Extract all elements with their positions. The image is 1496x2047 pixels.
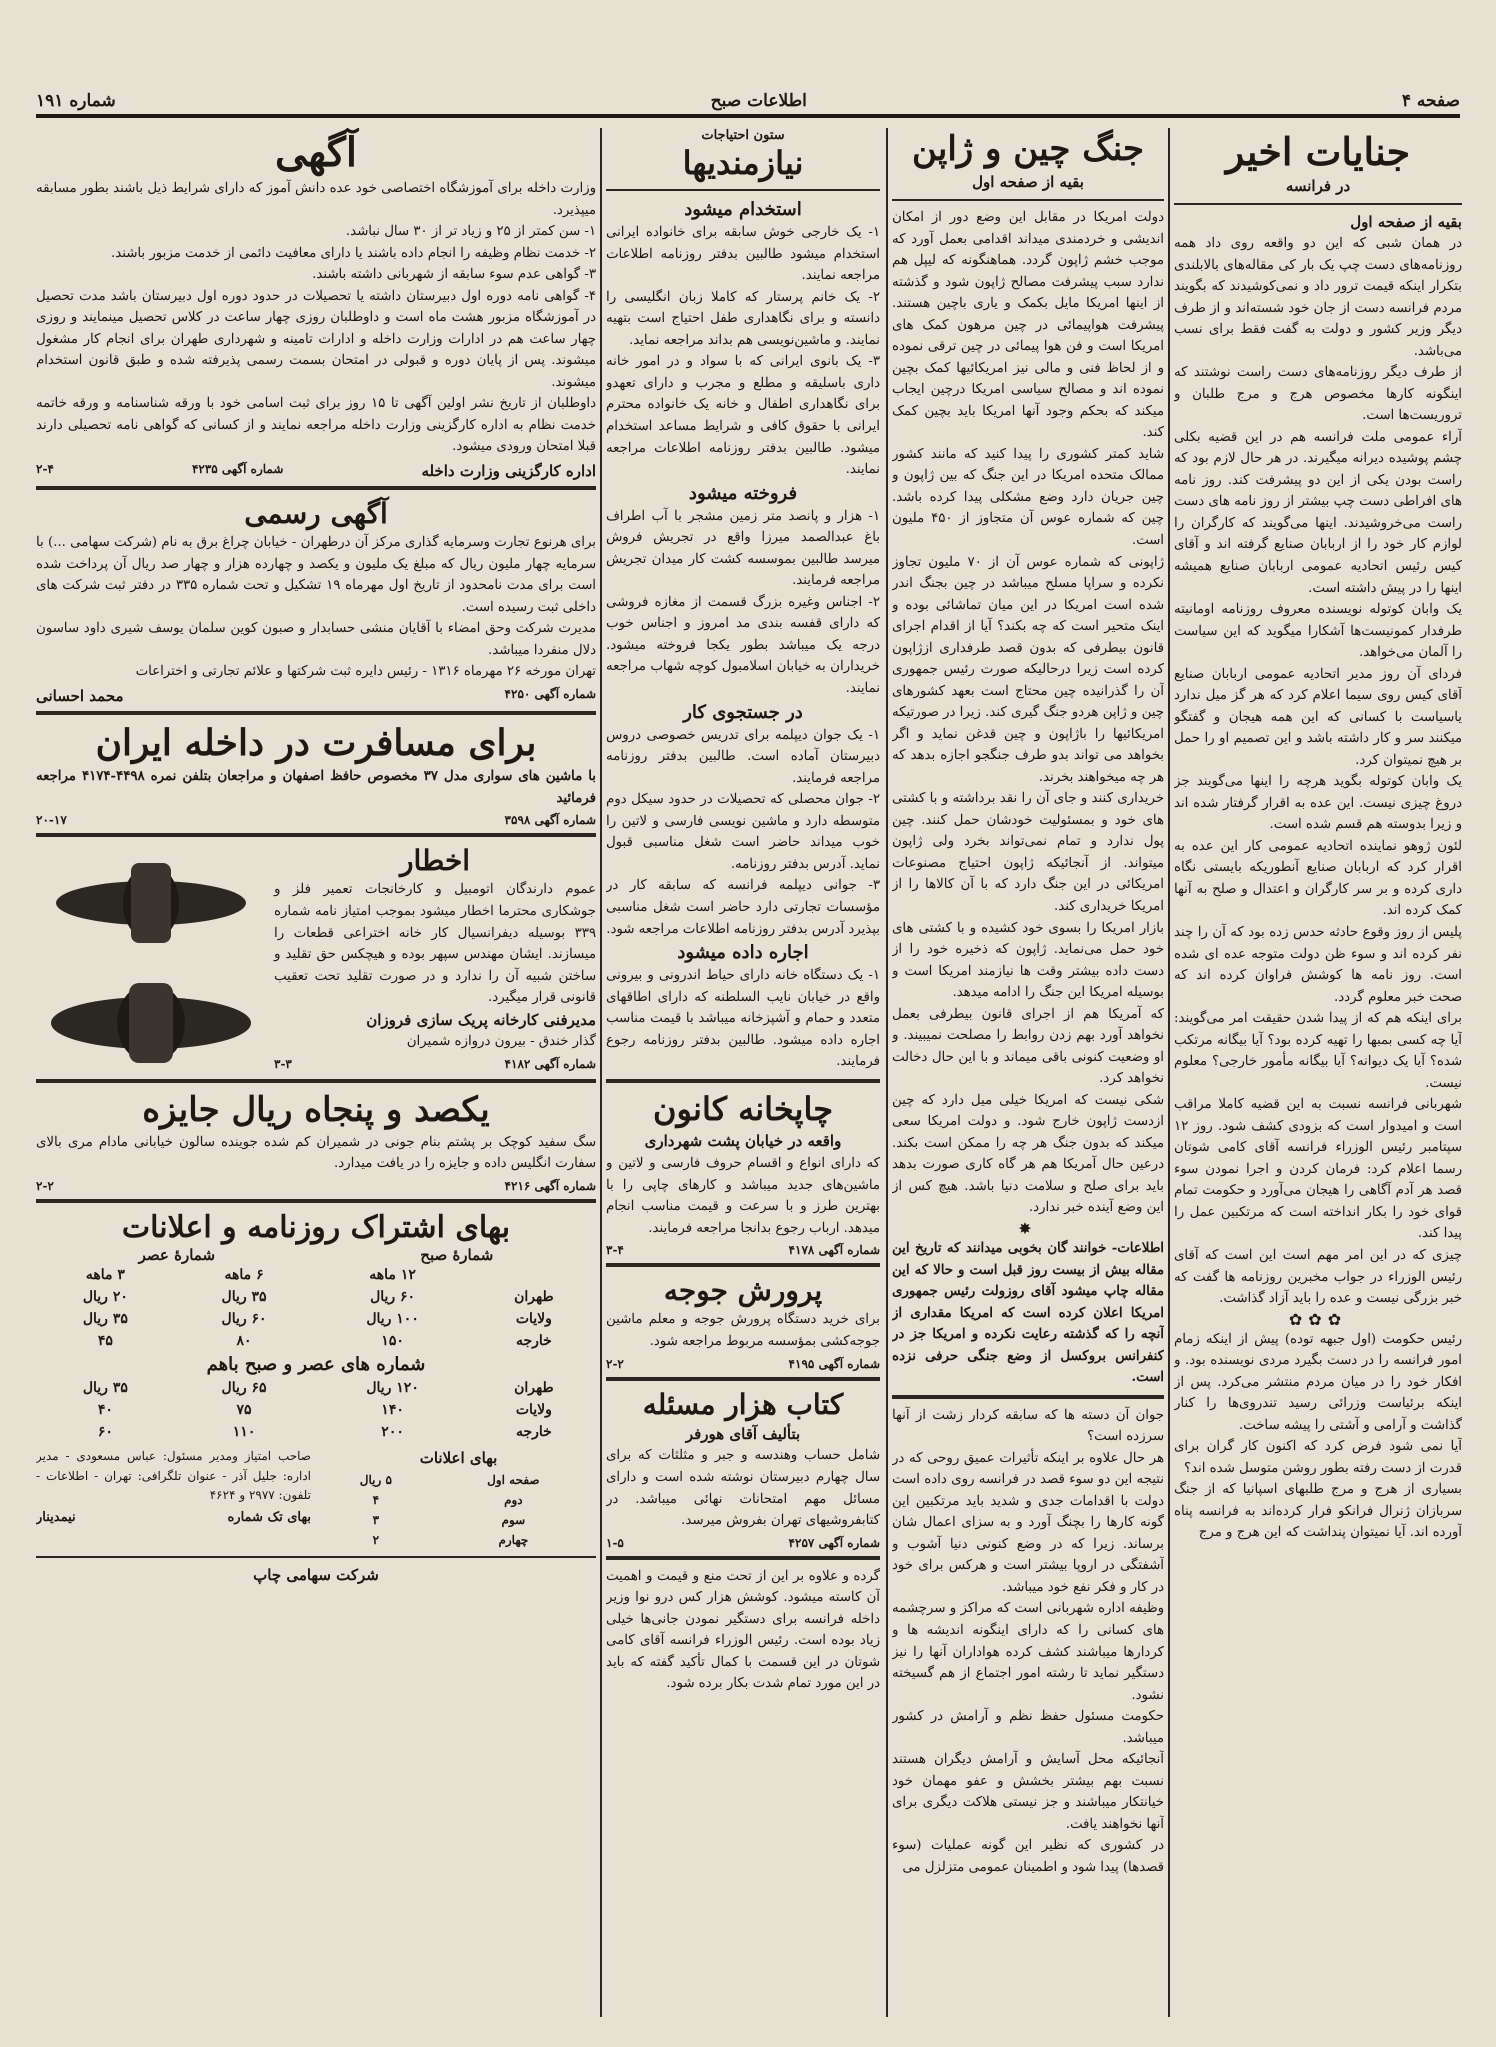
headline-china-japan: جنگ چین و ژاپن [911,129,1144,169]
editor-note: اطلاعات- خوانند گان بخوبی میدانند که تاریخ این مقاله بیش از بیست روز قبل است و حالا که این مقاله چاپ میشود آقای روزولت رئیس جمهوری امریکا اعلان کرده است که امریکا مقداری از آنچه را که گذشته رعایت نکرده و امریکا جز در کنفرانس بروکسل از وضع جنگی حرفی نزده است. [892,1240,1164,1386]
divider [606,1377,880,1381]
ad-chicks [606,1273,880,1370]
ad-footer [606,1243,880,1257]
rates-cell: ۳۵ ریال [82,1380,128,1397]
category-heading: در جستجوی کار [683,701,803,723]
ad-travel [36,721,596,827]
article-paragraph: آراء عمومی ملت فرانسه هم در این قضیه بکلی چشم پوشیده دیرانه میگیرند. در هر حال لازم بود که راست بودن یکی از این دو پیشرفت کند. روز نامه های افراطی دست چپ بیشتر از روز نامه های دست راست می‌خروشیدند. اینها می‌گویند که کارگران را لوازم کار خود را از اربابان صنایع گرفته اند و آقای کیس رئیس اتحادیه عمومی اربابان صنایع همیشه اینها را در پیش داشته است. [1174,429,1462,596]
rates-subheads [36,1246,596,1264]
column-china-japan [892,128,1164,2017]
ads-rates-table [321,1470,596,1550]
classified-ad: ۳- جوانی دیپلمه فرانسه که سابقه کار در مؤسسات تجارتی دارد حاضر است شغل مناسبی بپذیرد آدرس بدفتر روزنامه اطلاعات مراجعه شود. [606,878,880,937]
rates-table [36,1264,596,1352]
ad-number: شماره آگهی ۴۲۵۰ [504,687,596,702]
single-price [36,1510,311,1525]
ad-signature: محمد احسانی [36,687,124,706]
category-heading: استخدام میشود [684,199,802,220]
continued-label: بقیه از صفحه اول [1350,212,1462,231]
rates-cell: ۷۵ [236,1402,252,1419]
classified-ad: ۱- هزار و پانصد متر زمین مشجر با آب اطراف باغ عبدالصمد میرزا واقع در تجریش فروش میرسد طالبین بموسسه کشت کار میدان تجریش مراجعه فرمایند. [606,508,880,589]
rates-headline: بهای اشتراک روزنامه و اعلانات [121,1209,511,1245]
ad-condition: ۲- خدمت نظام وظیفه را انجام داده باشند یا دارای معافیت دائمی از خدمت مزبور باشند. [110,245,596,261]
divider [606,1263,880,1267]
rates-cell: ۶۰ ریال [370,1289,416,1306]
ad-warning-text [274,843,596,1073]
ad-number: شماره آگهی ۴۱۹۵ [788,1356,880,1371]
ads-rate-page: صفحه اول [487,1472,540,1487]
ad-condition: ۴- گواهی نامه دوره اول دبیرستان داشته یا تحصیلات در حدود دوره اول دبیرستان باشد مدت تحصیل در آموزشگاه مزبور هشت ماه است و داوطلبان روزی چهار ساعت در کلاس تحصیل مینمایند و روزی چهار ساعت هم در ادارات وزارت داخله و ادارات تامینه و شهرداری طهران برای انجام کار مشغول میشوند. پس از پایان دوره و قبولی در امتحان بسمت رسمی پذیرفته شده و طبق قانون استخدام میشوند. [36,288,596,390]
ads-rates-head: بهای اعلانات [419,1449,498,1468]
ad-code: ۳-۴ [606,1243,624,1258]
article-paragraph: یک وابان کوتوله بگوید هرچه را اینها می‌گویند جز دروغ چیزی نیست. این عده به اقرار گرفتار شده اند و زیرا بدوسته هم قسم شده است. [1174,774,1462,833]
ad-headline: آگهی رسمی [244,496,388,530]
column-rule [600,128,602,2017]
article-paragraph: لئون ژوهو نماینده اتحادیه عمومی کار این عده به اقرار کرد که اربابان صنایع آنطوریکه بایستی نگاه داری کرده و بر سر کارگران و اعتدال و صلح به آنها کمک کرده اند. [1174,838,1462,919]
ads-rate-row [321,1510,596,1530]
classified-ad: ۱- یک دستگاه خانه دارای حیاط اندرونی و بیرونی واقع در خیابان نایب السلطنه که دارای اطاقهای متعدد و حمام و آشپزخانه میباشد با قیمت مناسب اجاره داده میشود. طالبین بدفتر روزنامه رجوع فرمایند. [606,968,880,1070]
rates-cell: ۸۰ [236,1333,252,1350]
category-heading: فروخته میشود [688,482,798,504]
rates-cell: ۴۵ [97,1333,113,1350]
ad-footer [36,813,596,827]
article-paragraph: بازار امریکا را بسوی خود کشیده و با کشتی های خود حمل می‌نماید. ژاپون که ذخیره خود را از دست داده بیشتر وقت ها نیازمند امریکا است و بوسیله امریکا این جنگ را ادامه میدهد. [892,920,1164,1001]
rates-bottom [36,1447,596,1550]
ads-rate-price: ۵ ریال [359,1472,392,1487]
ad-headline: برای مسافرت در داخله ایران [95,722,537,765]
rates-cell: ۳۵ ریال [221,1289,267,1306]
divider [36,486,596,490]
rates-table-both [36,1377,596,1443]
rates-row-label: خارجه [515,1333,552,1350]
ad-condition: داوطلبان از تاریخ نشر اولین آگهی تا ۱۵ روز برای ثبت اسامی خود با ورقه شناسنامه و ورقه خاتمه خدمت نظام به اداره کارگزینی وزارت داخله مراجعه نمایند و از کسانی که گواهی نامه تحصیلی دارند قبلا امتحان ورودی میشود. [36,396,596,455]
rates-col-header: ۶ ماهه [224,1267,264,1284]
article-paragraph: چیزی که در این امر مهم است این است که آقای رئیس الوزراء در جواب مخبرین روزنامه ها گفت که خبر بزرگی نیست و عده را باید آزاد گذاشت. [1174,1247,1462,1307]
issue-number: شماره ۱۹۱ [36,91,116,111]
article-paragraph: رئیس حکومت (اول جبهه توده) پیش از اینکه زمام امور فرانسه را در دست بگیرد مردی نویسنده بود. و افکار خود را در میان مردم منتشر می‌کرد. پس از اینکه برئیاست وزرائی رسید تندروی‌ها را کنار گذاشت و آرامی و آشتی را پیشه ساخت. [1174,1331,1462,1433]
rates-cell: ۶۰ [97,1424,113,1441]
ad-body: تهران مورخه ۲۶ مهرماه ۱۳۱۶ - رئیس دایره ثبت شرکتها و علائم تجارتی و اختراعات [135,664,596,680]
ads-rates [321,1447,596,1550]
rates-cell: ۶۵ ریال [221,1380,267,1397]
ad-number: شماره آگهی ۳۵۹۸ [504,813,596,828]
article-paragraph: دولت امریکا در مقابل این وضع دور از امکان اندیشی و خردمندی میداند اقدامی بعمل آورد که موجب خشم ژاپون گردد. هماهنگونه که لیپل هم ندارد سبب پیشرفت مصالح ژاپون شود و گذشته از اینها امریکا مایل بکمک و یاری باچین هستند. پیشرفت هواپیمائی در چین مرهون کمک های امریکا است و فن هوا پیمائی در چین ترقی نموده و از لحاظ فنی و مالی نیز امریکائیها کمک بچین نموده اند و مصالح سیاسی امریکا درچین ایجاب میکند که بحکم وجود آنها امریکا باید بچین کمک کند. [892,210,1164,441]
ad-number: شماره آگهی ۴۲۱۶ [504,1178,596,1193]
ad-code: ۲-۲ [36,1178,54,1193]
ad-book [606,1387,880,1550]
headline-classifieds: نیازمندیها [682,144,804,182]
staff-info: صاحب امتیاز ومدیر مسئول: عباس مسعودی - مدیر اداره: جلیل آذر - عنوان تلگرافی: تهران - اطلاعات - تلفون: ۲۹۷۷ و ۴۶۲۴ [36,1449,311,1503]
ad-headline: کتاب هزار مسئله [642,1387,844,1421]
ad-code: ۲-۴ [36,461,54,476]
rates-row [36,1399,596,1421]
ads-rate-price: ۳ [372,1512,380,1527]
rates-row [36,1377,596,1399]
rates-header-row [36,1264,596,1286]
divider [606,1079,880,1083]
staff-block [36,1447,311,1550]
ad-body: سگ سفید کوچک بر پشتم بنام جونی در شمیران کم شده جوینده سالون خیابانی مادام مری بالای سفارت انگلیس داده و جایزه را در یافت میدارد. [36,1134,596,1172]
ad-footer [36,462,596,480]
rates-row-label: ولایات [515,1402,552,1419]
classified-ad: ۳- یک بانوی ایرانی که با سواد و در امور خانه داری باسلیقه و مطلع و مجرب و دارای تعهدو برای نگاهداری اطفال و خانه یک خانواده محترم ایرانی با حقوق کافی و شرایط مساعد استخدام میشود. طالبین بدفتر روزنامه اطلاعات مراجعه نمایند. [606,354,880,478]
ad-headline: یکصد و پنجاه ریال جایزه [142,1090,490,1131]
evening-edition-label: شمارهٔ عصر [138,1246,216,1265]
ad-headline: چاپخانه کانون [653,1089,833,1128]
rates-cell: ۱۱۰ [232,1424,256,1441]
article-paragraph: فردای آن روز مدیر اتحادیه عمومی اربابان صنایع آقای کیس روی سیما اعلام کرد که هر گز میل ندارد یاسیاست با کسانی که این همه هیجان و گفتگو میکنند سر و کار داشته باشد و این تصمیم او را حمل بر هیچ نمیتوان کرد. [1174,666,1462,768]
single-price-label: بهای تک شماره [227,1509,311,1525]
ad-address: گذار خندق - بیرون دروازه شمیران [406,1034,596,1050]
article-paragraph: پلیس از روز وقوع حادثه حدس زده بود که آن را چند نفر کرده اند و سوء ظن دولت متوجه عده ای شده است. روز نامه ها کوشش فراوان کرده اند که صحت خبر معلوم گردد. [1174,925,1462,1005]
rates-row [36,1286,596,1308]
ads-rate-page: سوم [501,1512,526,1527]
paper-title: اطلاعات صبح [710,91,807,111]
page-number: صفحه ۴ [1401,91,1460,111]
rates-cell: ۱۲۰ ریال [366,1380,419,1397]
rates-cell: ۱۴۰ [381,1402,404,1419]
rates-row [36,1308,596,1330]
article-paragraph: آیا نمی شود فرض کرد که اکنون کار گران برای قدرت از دست رفته بطور روشن متوسل شده اند؟ [1174,1439,1462,1476]
article-paragraph: حکومت مسئول حفظ نظم و آرامش در کشور میباشد. [892,1709,1164,1746]
divider [36,833,596,837]
column-rule [1168,128,1170,2017]
rates-both-head: شماره های عصر و صبح باهم [206,1354,426,1376]
ad-body: برای هرنوع تجارت وسرمایه گذاری مرکز آن درطهران - خیابان چراغ برق به نام (شرکت سهامی ...) با سرمایه چهار ملیون ریال که مبلغ یک ملیون و یکصد و چهارده هزار و چهار صد ریال آن پرداخت شده است برای مدت نامحدود از تاریخ اول مهرماه ۱۹ تشکیل و تحت شماره ۳۳۵ در دفتر ثبت شرکت های داخلی ثبت رسیده است. [36,535,596,615]
ad-headline: پرورش جوجه [663,1274,823,1308]
divider [36,1556,596,1558]
article-paragraph: شاید کمتر کشوری را پیدا کنید که مانند کشور ممالک متحده امریکا در این جنگ که بین ژاپون و چین جریان دارد وضع مشکلی پیدا کرده باشد. چین که شماره عوس آن متجاوز از ۴۵۰ ملیون است. [892,446,1164,548]
column-crimes [1174,128,1462,2017]
rates-row [36,1330,596,1352]
article-paragraph: جوان آن دسته ها که سابقه کردار زشت از آنها سرزده است؟ [892,1407,1164,1445]
rates-col-header: ۳ ماهه [85,1267,125,1284]
ad-footer [274,1057,596,1071]
rates-row-label: خارجه [515,1424,552,1441]
ad-intro: وزارت داخله برای آموزشگاه اختصاصی خود عده دانش آموز که دارای شرایط ذیل باشند بطور مسابقه میپذیرد. [36,181,596,218]
article-paragraph: در همان شبی که این دو واقعه روی داد همه روزنامه‌های دست چپ یک بار کی مقاله‌های بالابلندی بتکرار اینکه قیمت ترور داد و نمی‌کوشیدند که بگویند مردم فرانسه دست از جان خود شسته‌اند و از طرف دیگر وزیر کشور و دولت به گفت فقط برای نسب می‌باشد. [1174,236,1462,359]
article-paragraph: از طرف دیگر روزنامه‌های دست راست نوشتند که اینگونه کارها مخصوص هرج و مرج طلبان و تروریست‌ها است. [1174,365,1462,424]
ad-official [36,496,596,705]
divider [1174,203,1462,205]
rates-cell: ۲۰ ریال [82,1289,128,1306]
divider [36,711,596,715]
divider [892,199,1164,201]
classified-ad: ۱- یک جوان دیپلمه برای تدریس خصوصی دروس دبیرستان آماده است. طالبین بدفتر روزنامه مراجعه فرمایند. [606,727,880,786]
divider [36,1199,596,1203]
ad-body: مدیرت شرکت وحق امضاء با آقایان منشی حسابدار و صبون کوین سلمان یوسف شیری داود ساسون دلال منفردا میباشد. [36,621,596,658]
divider [892,1395,1164,1399]
morning-edition-label: شمارهٔ صبح [420,1246,494,1265]
ads-rate-row [321,1490,596,1510]
ad-subheadline: واقعه در خیابان پشت شهرداری [644,1132,842,1151]
rates-row-label: طهران [514,1289,554,1306]
single-price-value: نیمدینار [36,1509,76,1525]
article-paragraph: برای اینکه هم که از پیدا شدن حقیقت امر می‌گویند: آیا چه کسی بمبها را تهیه کرده بود؟ آیا بیگانه مرتکب شده؟ آیا یک دیوانه؟ آیا بیگانه مأمور خارجی؟ معلوم نیست. [1174,1011,1462,1091]
article-paragraph: شهربانی فرانسه نسبت به این قضیه کاملا مراقب است و امیدوار است که بزودی کشف شود. روز ۱۲ سپتامبر رئیس الوزراء فرانسه آقای کامی شوتان رسما اعلام کرد: فرمان کردن و اجرا نمودن سوء قصد هر آدم آگاهی را هیجان می‌آورد و حکومت تمام قوای خود را بکار انداخته است که مرتکبین عمل را پیدا کند. [1174,1097,1462,1242]
column-classifieds [606,128,880,2017]
ad-number: شماره آگهی ۴۱۷۸ [788,1243,880,1258]
ad-subheadline: بتألیف آقای هورفر [685,1424,801,1443]
ads-rate-page: دوم [504,1492,523,1507]
classified-ad: ۲- یک خانم پرستار که کاملا زبان انگلیسی را دانسته و برای نگاهداری طفل احتیاج است بتهیه نمایند. و ماشین‌نویسی هم بداند مراجعه نماید. [606,289,880,348]
ad-interior-ministry [36,128,596,480]
subscription-rates [36,1209,596,1587]
ad-signature: اداره کارگزینی وزارت داخله [421,461,596,480]
section-ornament: ✿✿✿ [1288,1309,1348,1329]
ad-number: شماره آگهی ۴۲۳۵ [191,461,284,476]
article-paragraph: بسیاری از هرج و مرج طلبهای اسپانیا که از جنگ سربازان ژنرال فرانکو فرار کرده‌اند به فرانسه پناه آورده اند. آیا نمیتوان پنداشت که این هرج و مرج [1174,1482,1462,1541]
article-paragraph: آنجائیکه محل آسایش و آرامش دیگران هستند نسبت بهم بیشتر بخشش و عفو مهمان خود خیانتکار میباشند و جز نیستی هلاکت دیگری برای آنها نخواهند یافت. [892,1752,1164,1832]
ad-number: شماره آگهی ۴۱۸۲ [504,1056,596,1071]
ad-code: ۱-۵ [606,1535,624,1550]
category-heading: اجاره داده میشود [677,942,809,964]
section-label: ستون احتیاجات [701,128,785,143]
section-ornament: ✸ [1018,1218,1038,1238]
column-rule [886,128,888,2017]
ad-body: که دارای انواع و اقسام حروف فارسی و لاتین و ماشین‌های جدید میباشد و کارهای چاپی را با بهترین طرز و با سرعت و قیمت مناسب انجام میدهد. ارباب رجوع بدانجا مراجعه فرمایند. [606,1155,880,1236]
article-paragraph: که آمریکا هم از اجرای قانون بیطرفی بعمل نخواهد آورد بهم زدن روابط را مصلحت نمیبیند. و او وضعیت کنونی باقی میماند و با این حال دخالت نخواهد کرد. [892,1006,1164,1087]
ads-rate-row [321,1470,596,1490]
classified-ad: ۲- جوان محصلی که تحصیلات در حدود سیکل دوم متوسطه دارد و ماشین نویسی فارسی و لاتین را خوب میداند حاضر است شغل مناسبی قبول نماید. آدرس بدفتر روزنامه. [606,792,880,872]
rates-row-label: طهران [514,1380,554,1397]
column-ads [36,128,596,2017]
kicker: در فرانسه [1285,176,1351,195]
printer: شرکت سهامی چاپ [253,1565,379,1584]
rates-cell: ۱۰۰ ریال [366,1311,419,1328]
ad-printing-house [606,1089,880,1257]
article-paragraph: یک وابان کوتوله نویسنده معروف روزنامه اومانیته طرفدار کمونیست‌ها آشکارا میگوید که این سیاست را آلمان می‌خواهد. [1174,602,1462,661]
ad-signature: مدیرفنی کارخانه پریک سازی فروزان [366,1010,596,1029]
ads-rate-row [321,1530,596,1550]
ad-body: عموم دارندگان اتومبیل و کارخانجات تعمیر فلز و جوشکاری محترما اخطار میشود بموجب امتیاز نامه شماره ۳۳۹ بوسیله دیفرانسیال کار خانه اختراعی قطعات را میسازند. ایشان مهندس سپهر بوده و هیچکس حق تقلید و ساختن شبیه آن را ندارد و در صورت تقلید تحت تعقیب قانونی قرار میگیرد. [274,882,596,1006]
article-paragraph: هر حال علاوه بر اینکه تأثیرات عمیق روحی که در نتیجه این دو سوء قصد در فرانسه روی داده است دولت با اقدامات جدی و شدید باید مرتکبین این گونه کارها را بچنگ آورد و به سزای اعمال شان برساند. زیرا که در وضع کنونی دنیا آشوب و آشفتگی در اروپا بیشتر است و هرکس برای خود در کار و فکر نفع خود میباشد. [892,1450,1164,1595]
rates-cell: ۲۰۰ [381,1424,404,1441]
divider [36,1079,596,1083]
divider [606,1556,880,1560]
masthead [36,88,1460,118]
classified-ad: ۱- یک خارجی خوش سابقه برای خانواده ایرانی استخدام میشود طالبین بدفتر روزنامه اطلاعات مراجعه نمایند. [606,225,880,284]
classified-ad: ۲- اجناس وغیره بزرگ قسمت از مغازه فروشی که دارای قفسه بندی مد امروز و اجناس خوب درجه یک میباشد بطور یکجا فروخته میشود. خریداران به خیابان اسلامبول کوچه شهاب مراجعه نمایند. [606,594,880,696]
ads-rate-price: ۲ [372,1532,380,1547]
ad-body: با ماشین های سواری مدل ۳۷ مخصوص حافظ اصفهان و مراجعان بتلفن نمره ۴۴۹۸-۴۱۷۴ مراجعه فرمائید [36,769,596,806]
article-paragraph: شکی نیست که امریکا خیلی میل دارد که چین ازدست ژاپون خارج شود. و دولت امریکا سعی میکند که بدون جنگ هر چه را ممکن است بکند. درعین حال آمریکا هم هر گاه کاری صورت بدهد باید برای صلح و سلامت دنیا باشد. هیچ کس از این وضع آینده خبر ندارد. [892,1092,1164,1216]
ads-rate-page: چهارم [498,1532,529,1547]
rates-cell: ۱۵۰ [381,1333,404,1350]
rates-col-header: ۱۲ ماهه [369,1267,416,1284]
ad-condition: ۳- گواهی عدم سوء سابقه از شهربانی داشته باشند. [312,267,596,283]
rates-cell: ۶۰ ریال [221,1311,267,1328]
ad-footer [36,687,596,705]
ad-footer [606,1357,880,1371]
rates-row [36,1421,596,1443]
article-paragraph: وظیفه اداره شهربانی است که مراکز و سرچشمه های کسانی را که دارای اینگونه اندیشه ها و کردارها میباشند کشف کرده هواداران آنها را نیز دستگیر نماید تا رشته امور اجتماع از هم گسیخته نشود. [892,1601,1164,1703]
ads-rate-price: ۴ [372,1492,380,1507]
ad-number: شماره آگهی ۴۲۵۷ [788,1535,880,1550]
continued-label: بقیه از صفحه اول [972,172,1084,191]
ad-code: ۳-۳ [274,1056,292,1071]
ad-code: ۲-۲ [606,1356,624,1371]
article-paragraph: خریداری کنند و جای آن را نقد برداشته و با کشتی های خود و بمسئولیت خودشان حمل کنند. چین پول ندارد و تمام نمی‌تواند بخرد ولی ژاپون میتواند. از آنجائیکه ژاپون احتیاج مصنوعات امریکائی در این جنگ دارد که با آن کالاها را از امریکا خریداری کند. [892,791,1164,914]
article-paragraph: گرده و علاوه بر این از تحت منع و قیمت و اهمیت آن کاسته میشود. کوشش هزار کس درو نوا وزیر داخله فرانسه برای دستگیر نمودن جانی‌ها خیلی زیاد بوده است. رئیس الوزراء فرانسه آقای کامی شوتان در این قسمت با کمال تأکید گفته که باید در این مورد تمام شدت بکار برده شود. [606,1568,880,1692]
ad-headline: اخطار [399,844,471,878]
ad-warning [36,843,596,1073]
ad-reward [36,1089,596,1193]
ad-headline: آگهی [275,129,357,176]
headline-crimes: جنایات اخیر [1225,129,1411,174]
article-paragraph: در کشوری که نظیر این گونه عملیات (سوء قصدها) پیدا شود و اطمینان عمومی متزلزل می [892,1838,1164,1875]
divider [606,189,880,191]
rates-cell: ۳۵ ریال [82,1311,128,1328]
rates-cell: ۴۰ [97,1402,113,1419]
ad-condition: ۱- سن کمتر از ۲۵ و زیاد تر از ۳۰ سال نباشد. [345,224,596,240]
differential-part-icon [41,843,261,1073]
ad-warning-image [36,843,266,1073]
ad-body: برای خرید دستگاه پرورش جوجه و معلم ماشین جوجه‌کشی بمؤسسه مربوط مراجعه شود. [606,1312,880,1350]
ad-body: شامل حساب وهندسه و جبر و مثلثات که برای سال چهارم دبیرستان نوشته شده است و دارای مسائل مهم امتحانات نهائی میباشد. در کتابفروشیهای تهران بفروش میرسد. [606,1448,880,1529]
ad-footer [606,1536,880,1550]
ad-footer [36,1179,596,1193]
rates-row-label: ولایات [515,1311,552,1328]
article-paragraph: ژاپونی که شماره عوس آن از ۷۰ ملیون تجاوز نکرده و سراپا مسلح میباشد در چین بجنگ اندر شده است امریکا در این میان تماشائی بوده و اینک متحیر است که چه بکند؟ آیا از اقدام اجرای قانون بیطرفی که بدون قصد طرفداری ازژاپون کرده است زیرا درحالیکه صورت رئیس جمهوری آن را گذرانیده چین محتاج است بعهد کشورهای چین و ژاپن هردو جنگ گیری کند. زیرا در صورتیکه امریکائیها را باژاپون و چین قدغن نماید و اگر بخواهد می تواند بدو طرف جنگجو اجازه بدهد که هر چه میخواهند بخرند. [892,554,1164,785]
ad-code: ۲۰-۱۷ [36,813,67,828]
